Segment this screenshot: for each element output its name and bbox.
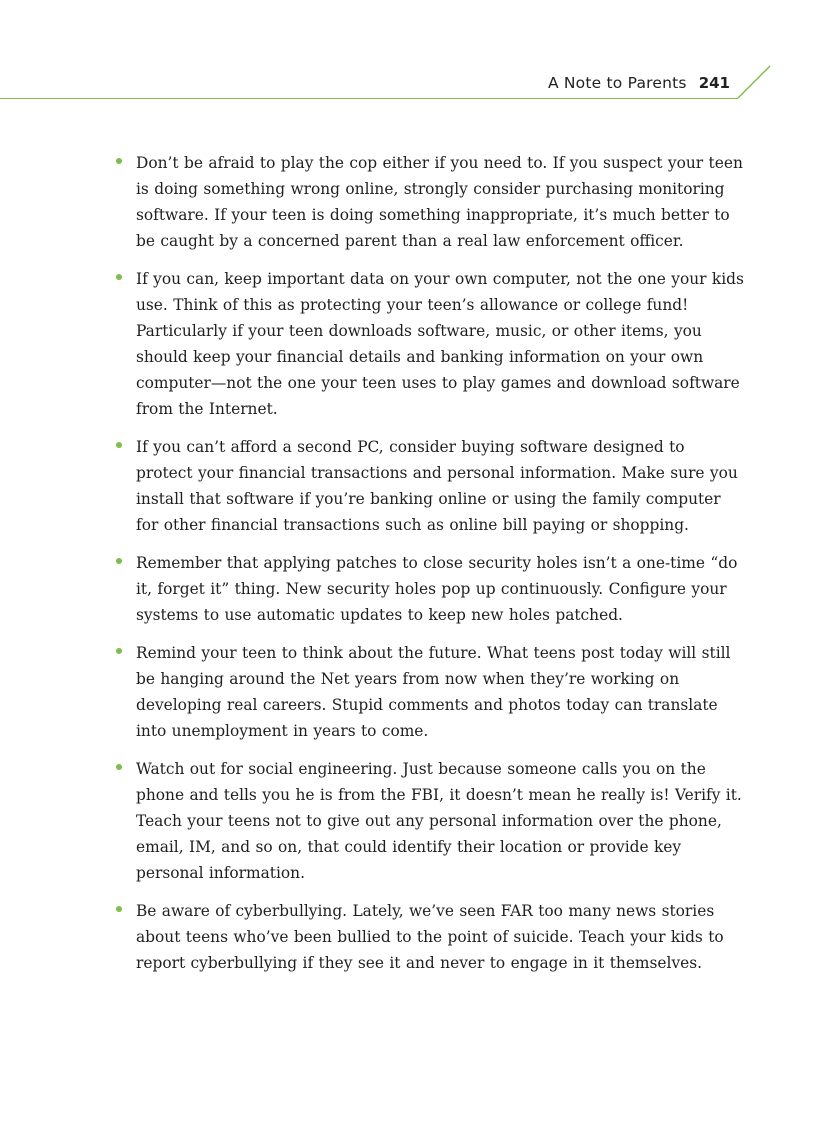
bullet-dot-icon <box>116 906 122 912</box>
bullet-dot-icon <box>116 558 122 564</box>
bullet-dot-icon <box>116 442 122 448</box>
bullet-dot-icon <box>116 274 122 280</box>
list-item <box>116 756 746 886</box>
bullet-text: Watch out for social engineering. Just because someone calls you on the phone and tells you he is from the FBI, it doesn’t mean he really is! Verify it. Teach your teens not to give out any personal information over the phone, email, IM, and so on, that could identify their location or provide key personal information. <box>136 760 742 882</box>
bullet-text: Remind your teen to think about the future. What teens post today will still be hanging around the Net years from now when they’re working on developing real careers. Stupid comments and photos today can translate into unemployment in years to come. <box>136 644 731 740</box>
bullet-text: If you can, keep important data on your own computer, not the one your kids use. Think of this as protecting your teen’s allowance or college fund! Particularly if your teen downloads software, music, or other items, you should keep your financial details and banking information on your own computer—not the one your teen uses to play games and download software from the Internet. <box>136 270 744 418</box>
list-item <box>116 266 746 422</box>
bullet-list <box>116 150 746 976</box>
bullet-dot-icon <box>116 158 122 164</box>
list-item <box>116 640 746 744</box>
bullet-text: Don’t be afraid to play the cop either if you need to. If you suspect your teen is doing something wrong online, strongly consider purchasing monitoring software. If your teen is doing something inappropriate, it’s much better to be caught by a concerned parent than a real law enforcement officer. <box>136 154 743 250</box>
list-item <box>116 434 746 538</box>
section-title: A Note to Parents <box>547 74 687 92</box>
page-number: 241 <box>698 74 730 92</box>
list-item <box>116 550 746 628</box>
bullet-dot-icon <box>116 648 122 654</box>
header-rule <box>0 98 738 99</box>
header-slash-decoration <box>725 62 785 102</box>
bullet-dot-icon <box>116 764 122 770</box>
list-item <box>116 150 746 254</box>
bullet-text: Be aware of cyberbullying. Lately, we’ve seen FAR too many news stories about teens who’ve been bullied to the point of suicide. Teach your kids to report cyberbullying if they see it and never to engage in it themselves. <box>136 902 724 972</box>
page-body <box>116 150 746 988</box>
bullet-text: If you can’t afford a second PC, consider buying software designed to protect your financial transactions and personal information. Make sure you install that software if you’re banking online or using the family computer for other financial transactions such as online bill paying or shopping. <box>136 438 738 534</box>
list-item <box>116 898 746 976</box>
running-head <box>548 74 730 92</box>
bullet-text: Remember that applying patches to close security holes isn’t a one-time “do it, forget it” thing. New security holes pop up continuously. Configure your systems to use automatic updates to keep new holes patched. <box>136 554 738 624</box>
page-header <box>0 0 816 110</box>
